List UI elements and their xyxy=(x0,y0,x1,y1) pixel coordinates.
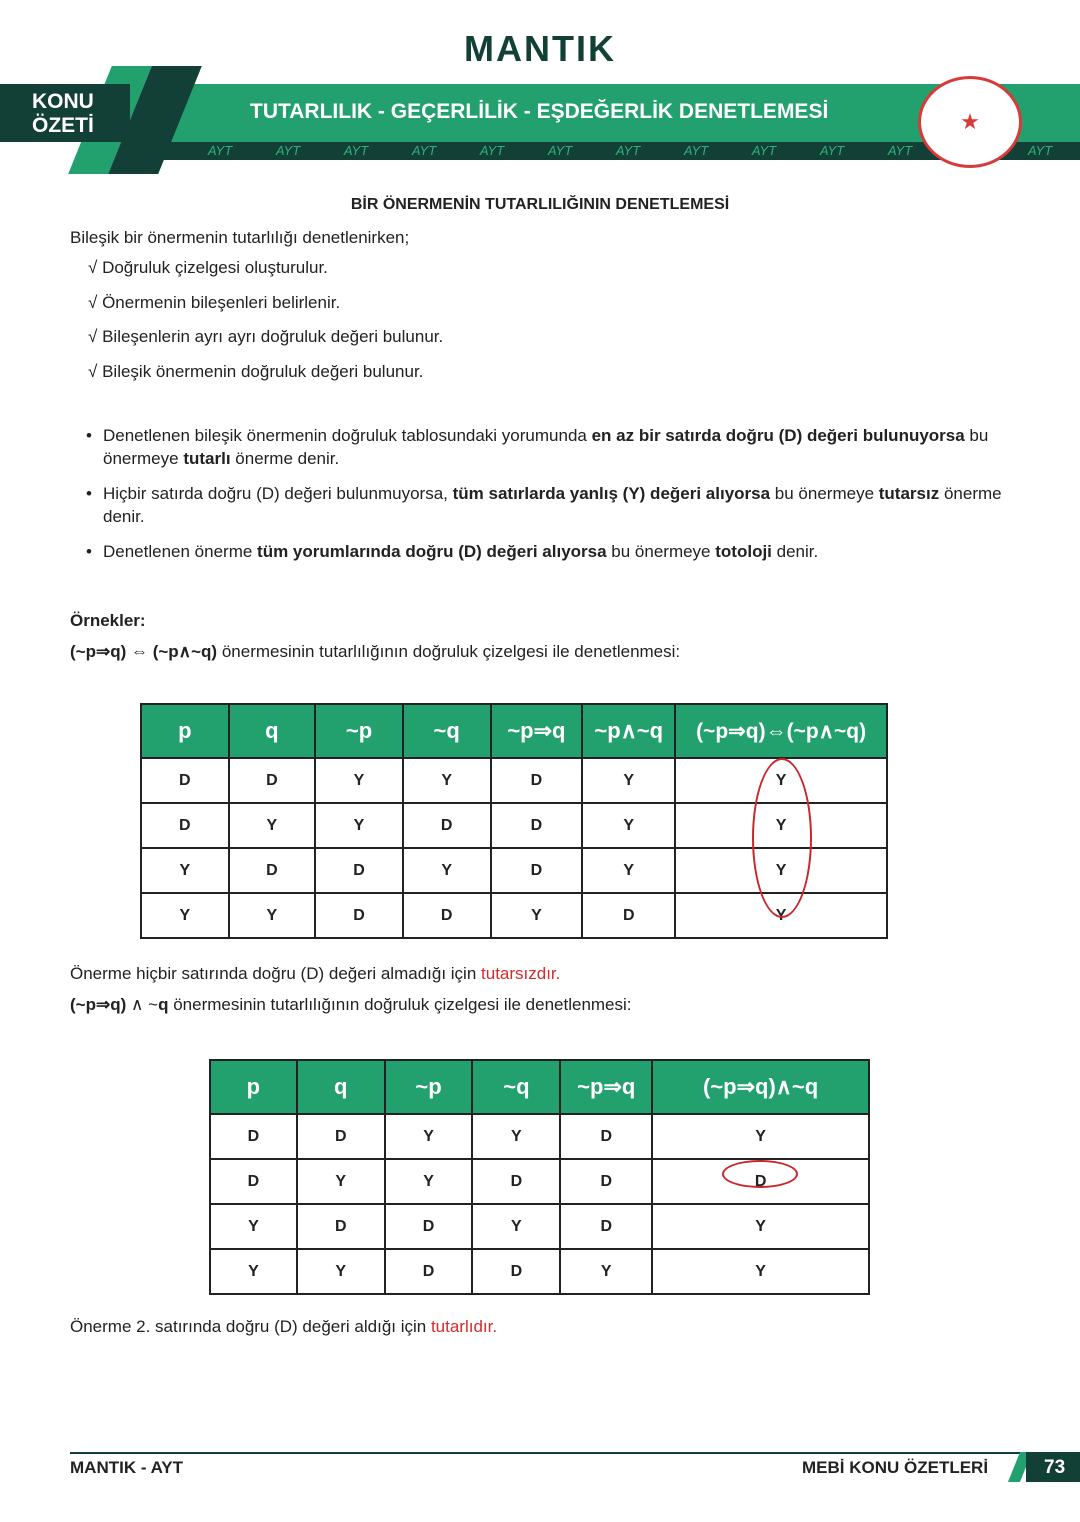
check-text: Önermenin bileşenleri belirlenir. xyxy=(102,292,341,312)
check-icon: √ xyxy=(88,361,98,381)
page-number: 73 xyxy=(1026,1452,1080,1482)
t: Önerme 2. satırında doğru (D) değeri aldığı için xyxy=(70,1317,431,1336)
column-header: (~p⇒q)∧~q xyxy=(652,1060,869,1114)
check-icon: √ xyxy=(88,327,98,346)
column-header: p xyxy=(210,1060,297,1114)
badge-line: KONU xyxy=(32,90,94,113)
table-cell: D xyxy=(491,803,583,848)
check-item xyxy=(88,256,328,279)
table-row xyxy=(210,1249,869,1294)
ministry-seal-icon: ★ xyxy=(918,76,1022,168)
t: önermesinin tutarlılığının doğruluk çizelgesi ile denetlenmesi: xyxy=(168,995,632,1014)
column-header: ~p xyxy=(385,1060,473,1114)
table-row xyxy=(210,1114,869,1159)
ayt-label: AYT xyxy=(887,143,913,158)
ayt-label: AYT xyxy=(275,143,301,158)
table-cell: Y xyxy=(582,848,675,893)
table-cell: D xyxy=(560,1204,652,1249)
column-header: q xyxy=(297,1060,385,1114)
table-cell: Y xyxy=(472,1114,560,1159)
table-cell: D xyxy=(141,803,229,848)
check-icon: √ xyxy=(88,292,98,312)
column-header: ~q xyxy=(403,704,491,758)
t: Denetlenen önerme xyxy=(103,542,258,561)
table-cell: Y xyxy=(297,1249,385,1294)
table-cell: D xyxy=(385,1249,473,1294)
examples-label: Örnekler: xyxy=(70,611,146,630)
ayt-label: AYT xyxy=(751,143,777,158)
badge-line: ÖZETİ xyxy=(32,114,94,137)
table-cell: Y xyxy=(652,1249,869,1294)
t: en az bir satırda doğru (D) değeri bulunuyorsa xyxy=(591,426,965,445)
table-cell: D xyxy=(210,1159,297,1204)
t: q xyxy=(158,995,169,1014)
table-cell: Y xyxy=(141,848,229,893)
column-header: ~p∧~q xyxy=(582,704,675,758)
table-cell: Y xyxy=(403,758,491,803)
table-cell: D xyxy=(403,803,491,848)
table-cell: Y xyxy=(675,893,887,938)
table-cell: Y xyxy=(385,1159,473,1204)
page-title: MANTIK xyxy=(464,28,616,69)
ayt-label: AYT xyxy=(547,143,573,158)
bullet-tutarli: • Denetlenen bileşik önermenin doğruluk tablosundaki yorumunda en az bir satırda doğru (D) değeri bulunuyorsa bu önermeye tutarlı önerme denir. xyxy=(86,426,989,468)
table-cell: D xyxy=(229,848,316,893)
example2-conclusion xyxy=(70,1315,497,1338)
table-cell: Y xyxy=(491,893,583,938)
table-cell: D xyxy=(315,848,403,893)
table-cell: Y xyxy=(315,803,403,848)
table-cell: Y xyxy=(560,1249,652,1294)
column-header: ~q xyxy=(472,1060,560,1114)
table-cell: D xyxy=(560,1114,652,1159)
table-cell: D xyxy=(652,1159,869,1204)
example1-conclusion xyxy=(70,962,560,985)
t: totoloji xyxy=(715,542,772,561)
table-cell: Y xyxy=(652,1204,869,1249)
t: Denetlenen bileşik önermenin doğruluk tablosundaki yorumunda xyxy=(103,426,592,445)
header-row xyxy=(210,1060,869,1114)
column-header: q xyxy=(229,704,316,758)
table-cell: Y xyxy=(315,758,403,803)
t: tutarsız xyxy=(878,484,940,503)
check-text: Doğruluk çizelgesi oluşturulur. xyxy=(102,258,328,277)
footer-divider xyxy=(70,1452,1020,1454)
table-cell: D xyxy=(560,1159,652,1204)
column-header: ~p⇒q xyxy=(560,1060,652,1114)
ayt-label: AYT xyxy=(411,143,437,158)
t: Hiçbir satırda doğru (D) değeri bulunmuyorsa, xyxy=(103,484,453,503)
formula: (~p⇒q) ⇔ (~p∧~q) xyxy=(70,642,218,661)
check-item xyxy=(88,325,443,348)
intro-text: Bileşik bir önermenin tutarlılığı denetlenirken; xyxy=(70,228,410,247)
check-icon: √ xyxy=(88,258,98,277)
example1-title xyxy=(70,640,680,663)
table-cell: Y xyxy=(675,803,887,848)
section-heading: BİR ÖNERMENİN TUTARLILIĞININ DENETLEMESİ xyxy=(350,196,730,213)
table-cell: D xyxy=(229,758,316,803)
t: bu önermeye xyxy=(770,484,879,503)
header-row xyxy=(141,704,887,758)
ayt-label: AYT xyxy=(615,143,641,158)
t: denir. xyxy=(771,542,819,561)
ayt-label: AYT xyxy=(207,143,233,158)
table-cell: D xyxy=(491,848,583,893)
footer-left: MANTIK - AYT xyxy=(70,1458,184,1477)
check-text: Bileşenlerin ayrı ayrı doğruluk değeri bulunur. xyxy=(102,327,444,346)
table-cell: Y xyxy=(210,1204,297,1249)
table-cell: D xyxy=(472,1249,560,1294)
table-cell: Y xyxy=(229,803,316,848)
column-header: p xyxy=(141,704,229,758)
table-cell: D xyxy=(403,893,491,938)
konu-ozeti-badge xyxy=(0,84,130,142)
t: tüm satırlarda yanlış (Y) değeri alıyorsa xyxy=(452,484,771,503)
t: önermesinin tutarlılığının doğruluk çizelgesi ile denetlenmesi: xyxy=(217,642,681,661)
t: tüm yorumlarında doğru (D) değeri alıyorsa xyxy=(257,542,607,561)
column-header: (~p⇒q)⇔(~p∧~q) xyxy=(675,704,887,758)
table-cell: Y xyxy=(385,1114,473,1159)
check-item xyxy=(88,291,340,314)
formula: (~p⇒q) xyxy=(70,995,127,1014)
table-cell: Y xyxy=(582,803,675,848)
table-cell: D xyxy=(210,1114,297,1159)
table-cell: D xyxy=(491,758,583,803)
table-cell: Y xyxy=(652,1114,869,1159)
table-cell: D xyxy=(582,893,675,938)
t: önerme denir. xyxy=(103,484,1002,526)
table-cell: Y xyxy=(297,1159,385,1204)
table-cell: D xyxy=(472,1159,560,1204)
table-cell: D xyxy=(297,1204,385,1249)
table-row xyxy=(210,1204,869,1249)
table-cell: Y xyxy=(675,758,887,803)
table-cell: Y xyxy=(582,758,675,803)
t: tutarlı xyxy=(183,449,231,468)
column-header: ~p⇒q xyxy=(491,704,583,758)
result: tutarlıdır. xyxy=(430,1317,498,1336)
t: önerme denir. xyxy=(230,449,340,468)
table-cell: Y xyxy=(403,848,491,893)
table-cell: D xyxy=(315,893,403,938)
example2-title xyxy=(70,993,632,1016)
t: bu önermeye xyxy=(103,426,989,468)
footer-right: MEBİ KONU ÖZETLERİ xyxy=(802,1458,989,1477)
check-text: Bileşik önermenin doğruluk değeri bulunur. xyxy=(102,361,424,381)
table-cell: Y xyxy=(141,893,229,938)
table-cell: D xyxy=(385,1204,473,1249)
ayt-label: AYT xyxy=(343,143,369,158)
result: tutarsızdır. xyxy=(481,964,561,983)
table-cell: Y xyxy=(229,893,316,938)
column-header: ~p xyxy=(315,704,403,758)
ayt-label: AYT xyxy=(479,143,505,158)
check-item xyxy=(88,360,423,383)
section-subtitle: TUTARLILIK - GEÇERLİLİK - EŞDEĞERLİK DENETLEMESİ xyxy=(250,100,829,123)
table-cell: Y xyxy=(472,1204,560,1249)
ayt-label: AYT xyxy=(1027,143,1053,158)
t: Önerme hiçbir satırında doğru (D) değeri almadığı için xyxy=(70,964,482,983)
table-cell: Y xyxy=(675,848,887,893)
table-cell: D xyxy=(141,758,229,803)
bullet-tutarsiz: • Hiçbir satırda doğru (D) değeri bulunmuyorsa, tüm satırlarda yanlış (Y) değeri alıyorsa bu önermeye tutarsız önerme denir. xyxy=(86,484,1002,526)
t: ∧ ~ xyxy=(126,995,159,1014)
table-cell: Y xyxy=(210,1249,297,1294)
ayt-label: AYT xyxy=(819,143,845,158)
table-cell: D xyxy=(297,1114,385,1159)
ayt-label: AYT xyxy=(683,143,709,158)
highlight-ellipse xyxy=(722,1160,798,1188)
highlight-ellipse xyxy=(752,758,812,918)
bullet-totoloji: • Denetlenen önerme tüm yorumlarında doğru (D) değeri alıyorsa bu önermeye totoloji denir. xyxy=(86,542,819,561)
t: bu önermeye xyxy=(606,542,716,561)
